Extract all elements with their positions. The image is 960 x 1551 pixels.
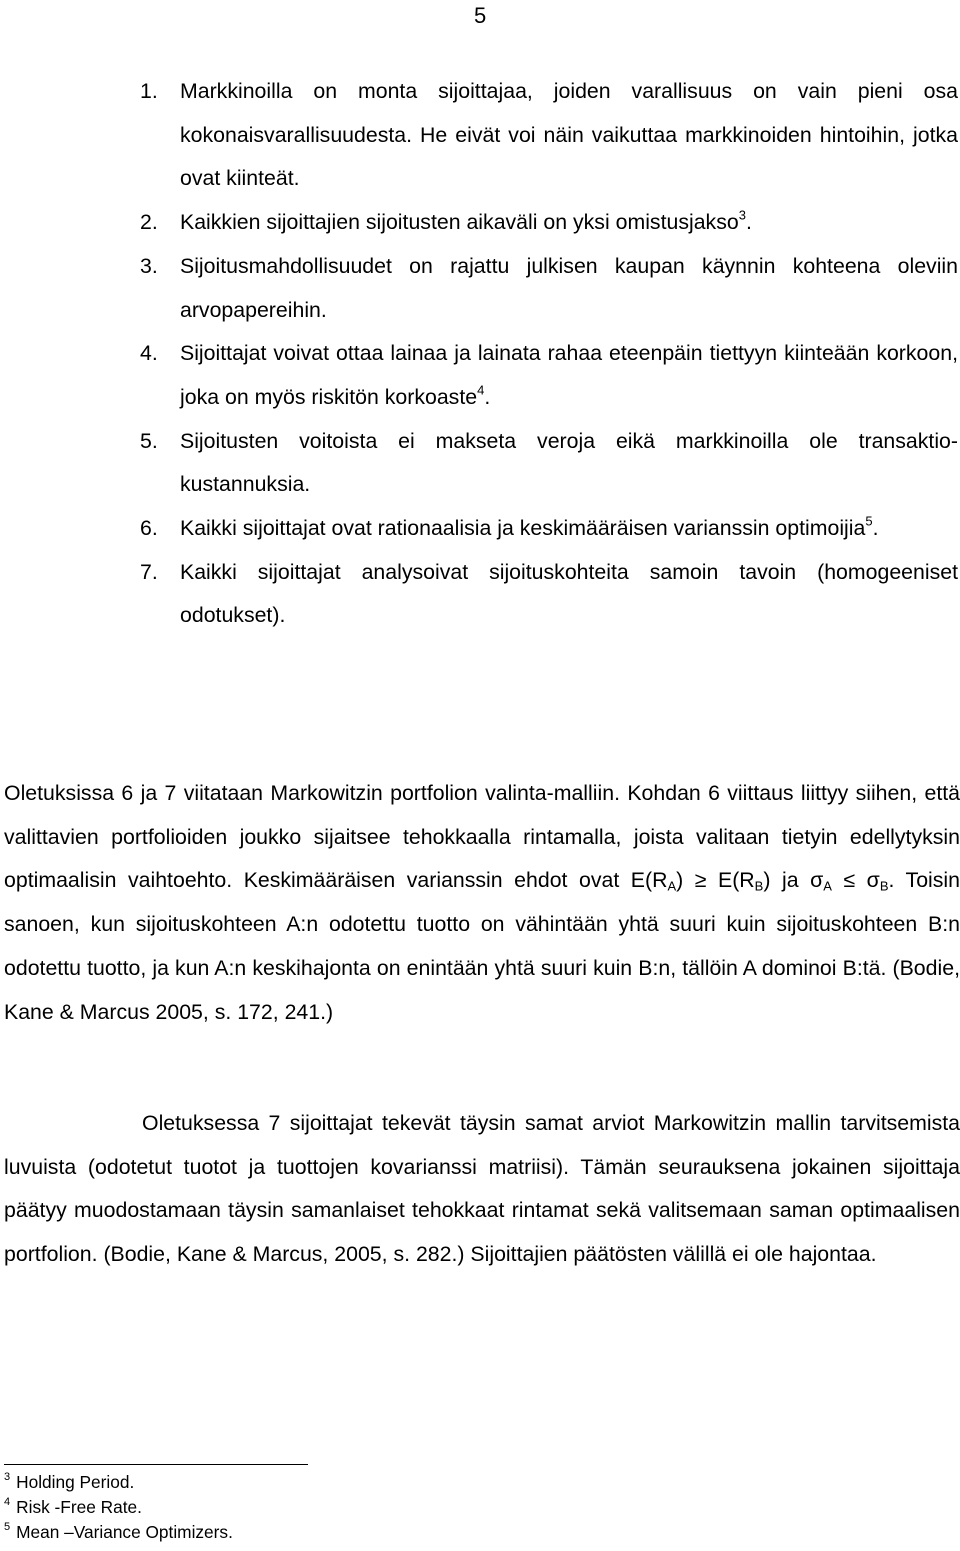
list-number: 3.	[140, 253, 158, 278]
footnote-number: 5	[4, 1521, 11, 1534]
footnote-ref: 4	[477, 382, 485, 398]
body-paragraph-homogeneous: Oletuksessa 7 sijoittajat tekevät täysin samat arviot Markowitzin mallin tarvitsemista luvuista (odotetut tuotot ja tuottojen kovarianssi matriisi). Tämän seurauksena jokainen sijoittaja päätyy muodostamaan täysin samanlaiset tehokkaat rintamat sekä valitsemaan saman optimaalisen portfolion. (Bodie, Kane & Marcus, 2005, s. 282.) Sijoittajien päätösten välillä ei ole hajontaa.	[4, 1111, 960, 1267]
list-item-text: Sijoittajat voivat ottaa lainaa ja lainata rahaa eteenpäin tiettyyn kiinteään korkoon, joka on myös riskitön korkoaste	[180, 341, 958, 409]
list-number: 5.	[140, 428, 158, 453]
list-item-text: Kaikki sijoittajat analysoivat sijoituskohteita samoin tavoin (homogeeniset odotukset).	[180, 559, 958, 628]
list-item	[0, 507, 960, 551]
list-number: 4.	[140, 341, 158, 366]
subscript: A	[667, 878, 677, 894]
list-item	[0, 551, 960, 638]
footnote-text: Mean –Variance Optimizers.	[16, 1522, 233, 1542]
list-number: 2.	[140, 210, 158, 235]
footnote-text: Risk -Free Rate.	[16, 1497, 142, 1517]
list-item-text: Markkinoilla on monta sijoittajaa, joiden varallisuus on vain pieni osa kokonaisvarallisuudesta. He eivät voi näin vaikuttaa markkinoiden hintoihin, jotka ovat kiinteät.	[180, 79, 958, 191]
para1-text: Oletuksissa 6 ja 7 viitataan Markowitzin portfolion valinta-malliin. Kohdan 6 viittaus liittyy siihen, että valittavien portfolioiden joukko sijaitsee tehokkaalla rintamalla, joista valitaan tietyin edellytyksin optimaalisin vaihtoehto. Keskimääräisen varianssin ehdot ovat E(R	[4, 781, 960, 893]
list-number: 1.	[140, 79, 158, 103]
page-number: 5	[474, 3, 487, 28]
list-item-text: Kaikkien sijoittajien sijoitusten aikaväli on yksi omistusjakso	[180, 210, 739, 235]
list-number: 7.	[140, 559, 158, 584]
list-number: 6.	[140, 516, 158, 541]
list-item-text: Sijoitusmahdollisuudet on rajattu julkisen kaupan käynnin kohteena oleviin arvopapereihin.	[180, 253, 958, 322]
footnote-ref: 5	[865, 513, 873, 529]
footnote-number: 3	[4, 1471, 11, 1484]
list-item	[0, 70, 960, 201]
list-item	[0, 201, 960, 245]
assumption-list	[0, 70, 960, 638]
footnote	[4, 1470, 233, 1495]
para1-text: . Toisin sanoen, kun sijoituskohteen A:n odotettu tuotto on vähintään yhtä suuri kuin sijoituskohteen B:n odotettu tuotto, ja kun A:n keskihajonta on enintään yhtä suuri kuin B:n, tällöin A dominoi B:tä. (Bodie, Kane & Marcus 2005, s. 172, 241.)	[4, 868, 960, 1024]
para1-text: ≤ σ	[831, 868, 880, 893]
footnote	[4, 1520, 233, 1545]
list-item	[0, 245, 960, 332]
list-item	[0, 420, 960, 507]
subscript: B	[879, 878, 889, 894]
para1-text: ) ≥ E(R	[676, 868, 755, 893]
list-item-end: .	[484, 384, 491, 409]
list-item	[0, 332, 960, 419]
body-paragraph-markowitz	[4, 772, 960, 1034]
footnote-number: 4	[4, 1496, 11, 1509]
list-item-text: Sijoitusten voitoista ei makseta veroja eikä markkinoilla ole transaktio-kustannuksia.	[180, 428, 958, 497]
footnotes	[4, 1470, 233, 1545]
footnote	[4, 1495, 233, 1520]
subscript: B	[754, 878, 764, 894]
subscript: A	[823, 878, 832, 894]
footnote-text: Holding Period.	[16, 1472, 135, 1492]
footnote-ref: 3	[738, 207, 746, 223]
list-item-text: Kaikki sijoittajat ovat rationaalisia ja keskimääräisen varianssin optimoijia	[180, 516, 866, 541]
para1-text: ) ja σ	[763, 868, 824, 893]
list-item-end: .	[872, 516, 879, 541]
list-item-end: .	[745, 210, 752, 235]
footnote-divider	[4, 1464, 308, 1465]
